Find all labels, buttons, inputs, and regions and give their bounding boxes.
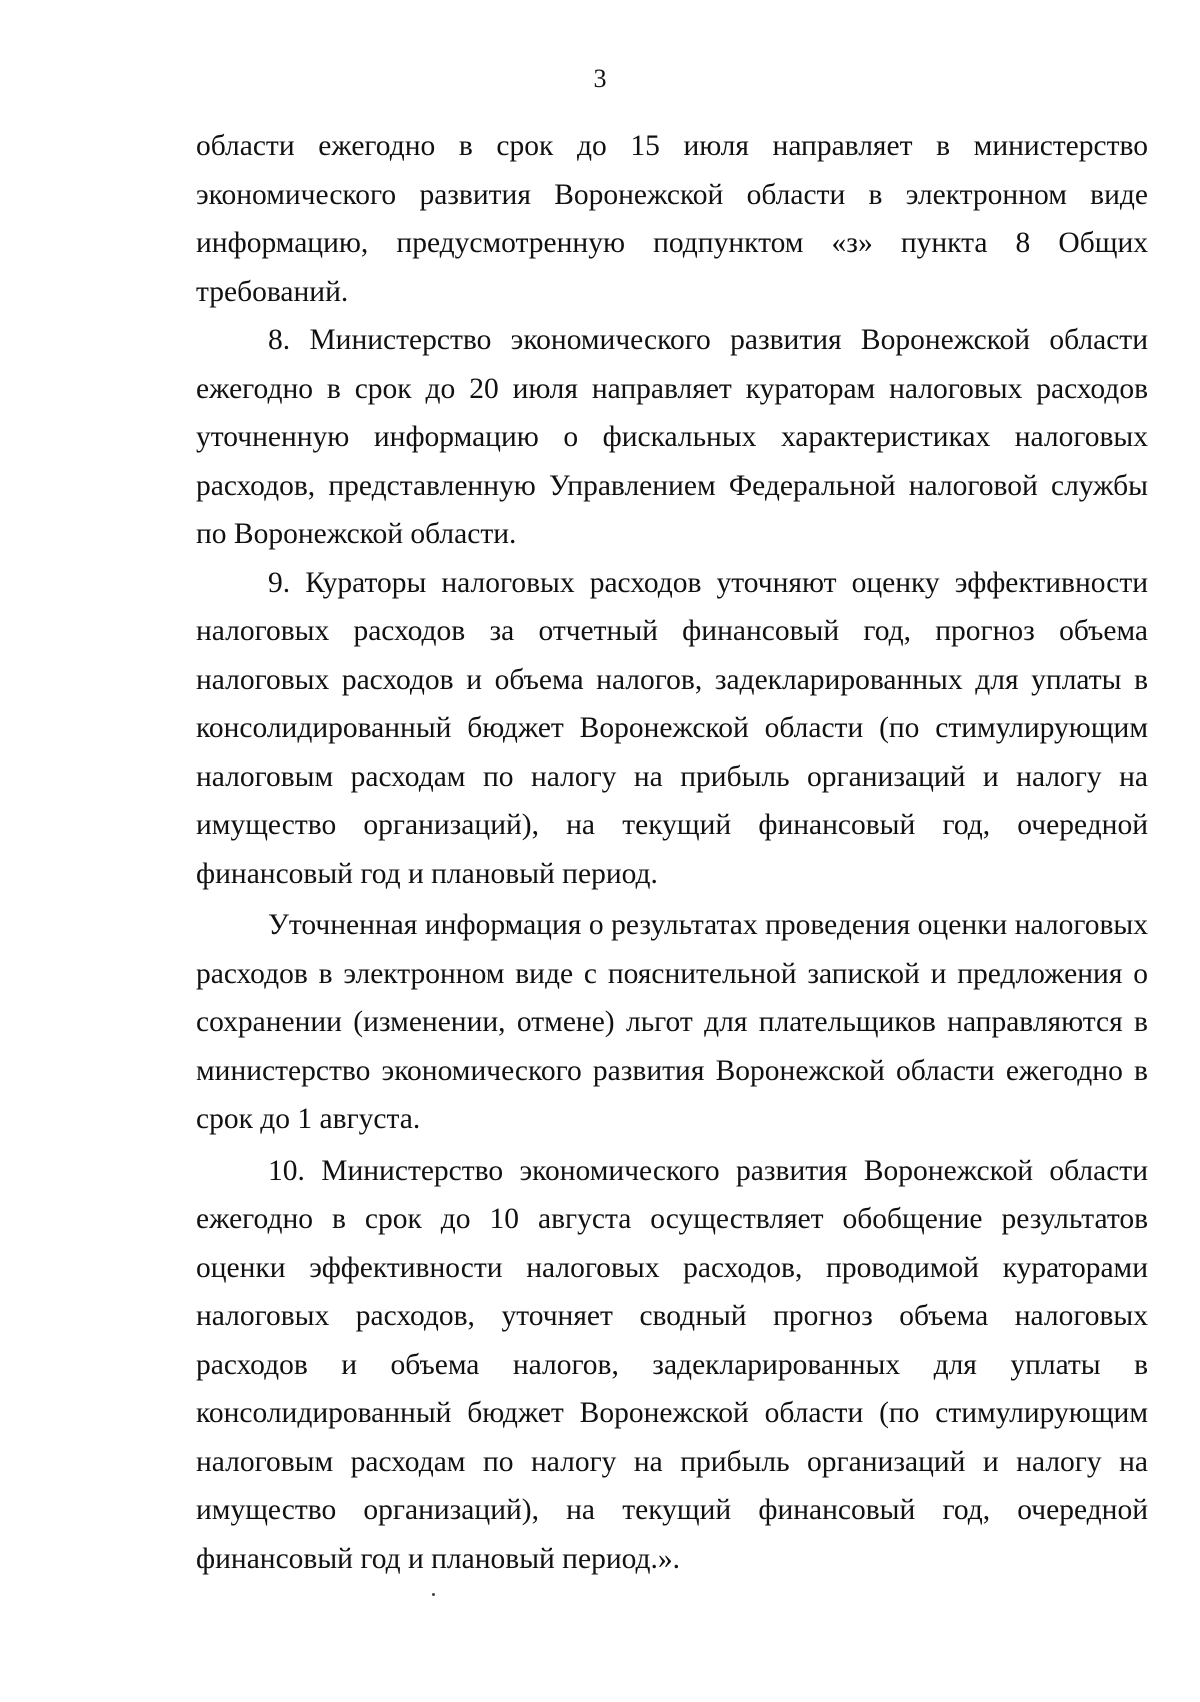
paragraph-item-8: 8. Министерство экономического развития Воронежской области ежегодно в срок до 20 июля направляет кураторам налоговых расходов уточненную информацию о фискальных характеристиках налоговых расходов, представленную Управлением Федеральной налоговой службы по Воронежской области. bbox=[196, 324, 1148, 550]
scan-dot-mark bbox=[432, 1593, 435, 1596]
page-number: 3 bbox=[593, 64, 607, 93]
paragraph-item-10: 10. Министерство экономического развития Воронежской области ежегодно в срок до 10 августа осуществляет обобщение результатов оценки эффективности налоговых расходов, проводимой кураторами налоговых расходов, уточняет сводный прогноз объема налоговых расходов и объема налогов, задекларированных для уплаты в консолидированный бюджет Воронежской области (по стимулирующим налоговым расходам по налогу на прибыль организаций и налогу на имущество организаций), на текущий финансовый год, очередной финансовый год и плановый период.». bbox=[196, 1154, 1148, 1575]
document-body bbox=[196, 122, 1148, 1583]
paragraph-continuation: области ежегодно в срок до 15 июля направляет в министерство экономического развития Воронежской области в электронном виде информацию, предусмотренную подпунктом «з» пункта 8 Общих требований. bbox=[196, 130, 1148, 308]
paragraph-item-9: 9. Кураторы налоговых расходов уточняют оценку эффективности налоговых расходов за отчетный финансовый год, прогноз объема налоговых расходов и объема налогов, задекларированных для уплаты в консолидированный бюджет Воронежской области (по стимулирующим налоговым расходам по налогу на прибыль организаций и налогу на имущество организаций), на текущий финансовый год, очередной финансовый год и плановый период. bbox=[196, 566, 1148, 890]
paragraph-item-9-continued: Уточненная информация о результатах проведения оценки налоговых расходов в электронном виде с пояснительной запиской и предложения о сохранении (изменении, отмене) льгот для плательщиков направляются в министерство экономического развития Воронежской области ежегодно в срок до 1 августа. bbox=[196, 909, 1148, 1135]
